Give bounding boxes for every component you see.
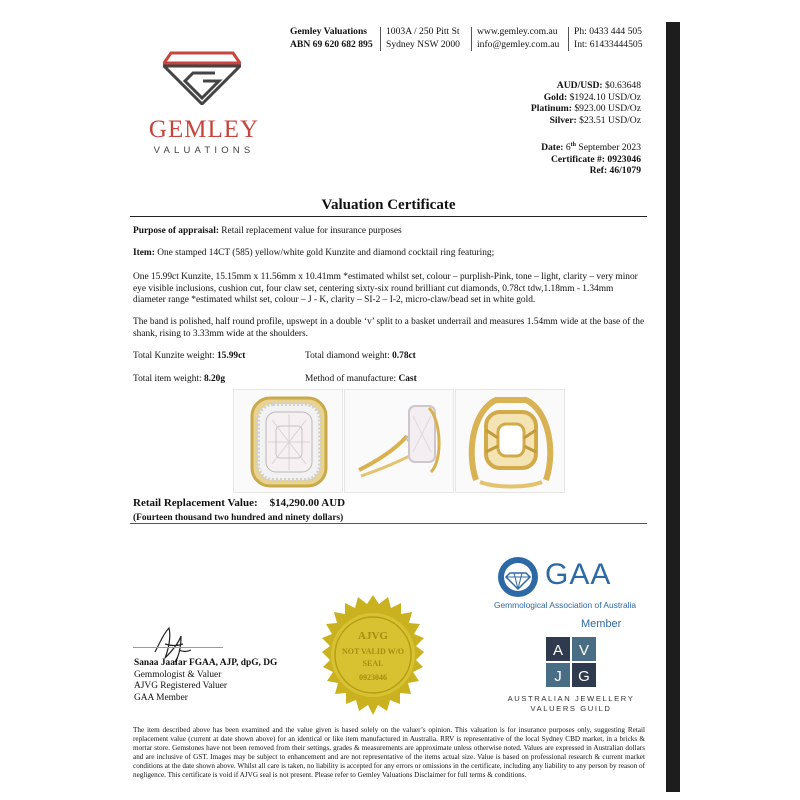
seal-text: SEAL: [362, 659, 384, 668]
ajvg-name-line-1: AUSTRALIAN JEWELLERY: [507, 694, 635, 703]
date-row: Date: 6th September 2023: [541, 142, 641, 154]
ajvg-letter: A: [552, 642, 564, 659]
header-divider: [568, 27, 569, 51]
value-in-words: (Fourteen thousand two hundred and ninety dollars): [133, 513, 344, 523]
intl-phone-number: Int: 61433444505: [574, 39, 643, 50]
seal-text: NOT VALID W/O: [341, 647, 405, 656]
signer-role: AJVG Registered Valuer: [134, 681, 228, 692]
rate-row: Silver: $23.51 USD/Oz: [549, 114, 641, 126]
signer-name: Sanaa Jaafar FGAA, AJP, dpG, DG: [134, 658, 278, 668]
gaa-member-label: Member: [581, 618, 622, 630]
logo-subtitle: VALUATIONS: [153, 145, 255, 156]
gem-g-icon: [163, 47, 241, 105]
phone-number: Ph: 0433 444 505: [574, 26, 642, 37]
ring-underside-view-photo: [455, 389, 565, 493]
item-weight: Total item weight: 8.20g: [133, 374, 226, 384]
ajvg-letter: J: [554, 668, 562, 685]
company-block: [290, 25, 376, 51]
ajvg-logo-icon: [546, 637, 596, 687]
diamond-weight: Total diamond weight: 0.78ct: [305, 351, 416, 361]
seal-text: AJVG: [358, 630, 388, 642]
rate-row: Platinum: $923.00 USD/Oz: [530, 103, 641, 115]
address-line-2: Sydney NSW 2000: [386, 39, 460, 50]
address-line-1: 1003A / 250 Pitt St: [386, 26, 460, 37]
ajvg-letter: V: [578, 642, 590, 659]
company-name: Gemley Valuations: [290, 26, 368, 37]
company-abn: ABN 69 620 682 895: [290, 39, 373, 50]
ajvg-name-line-2: VALUERS GUILD: [530, 704, 612, 713]
document-title: Valuation Certificate: [321, 197, 456, 213]
gaa-emblem-icon: [497, 556, 539, 598]
signer-role: GAA Member: [134, 692, 188, 703]
ajvg-letter: G: [578, 668, 590, 685]
signer-block: [134, 658, 277, 704]
seal-text: 0923046: [359, 673, 387, 682]
certificate-meta: [541, 140, 641, 177]
rate-row: Gold: $1924.10 USD/Oz: [543, 91, 641, 103]
manufacture-method: Method of manufacture: Cast: [305, 374, 417, 384]
website-link[interactable]: www.gemley.com.au: [477, 26, 558, 37]
gaa-acronym: GAA: [545, 558, 612, 591]
ref-row: Ref: 46/1079: [589, 165, 641, 177]
description-paragraph: One 15.99ct Kunzite, 15.15mm x 11.56mm x 10.41mm *estimated whilst set, colour – purplish-Pink, tone – light, clarity – very minor eye visible inclusions, cushion cut, four claw set, centering sixty-six round brilliant cut diamonds, 0.78ct tdw,1.18mm - 1.34mm diameter range *estimated whilst set, colour – J - K, clarity – SI-2 – I-2, micro-claw/bead set in white gold.: [133, 272, 638, 306]
address-block: [386, 25, 468, 51]
gaa-full-name: Gemmological Association of Australia: [494, 600, 636, 610]
signature-line: [133, 647, 223, 648]
page-edge-bar: [666, 22, 680, 792]
web-block: [477, 25, 563, 51]
certificate-number-row: Certificate #: 0923046: [550, 153, 641, 165]
header-divider: [380, 27, 381, 51]
purpose-paragraph: Purpose of appraisal: Retail replacement value for insurance purposes: [133, 226, 402, 236]
header-divider: [471, 27, 472, 51]
item-paragraph: Item: One stamped 14CT (585) yellow/white gold Kunzite and diamond cocktail ring featuring;: [133, 248, 495, 258]
logo-wordmark: GEMLEY: [148, 116, 260, 143]
section-divider: [130, 523, 647, 524]
ajvg-gold-seal: [312, 594, 434, 716]
kunzite-weight: Total Kunzite weight: 15.99ct: [133, 351, 246, 361]
disclaimer-text: The item described above has been examined and the value given is based solely on the valuer’s opinion. This valuation is for insurance purposes only, suggesting Retail replacement value (current at date shown above) for an identical or like item manufactured in Australia. RRV is representative of the local Sydney CBD market, in a bricks & mortar store. Gemstones have not been removed from their settings, grades & measurements are approximate unless otherwise noted. Values are expressed in Australian dollars and are inclusive of GST. Images may be subject to enhancement and are not representative of the items actual size. Value is based on professional research & current market conditions at the date shown above. Whilst all care is taken, no liability is accepted for any errors or omissions in the certificate, including any liability to any person by reason of negligence. This certificate is void if AJVG seal is not present. Please refer to Gemley Valuations Disclaimer for full terms & conditions.: [133, 726, 645, 779]
email-link[interactable]: info@gemley.com.au: [477, 39, 560, 50]
title-divider: [130, 216, 647, 217]
retail-replacement-value: Retail Replacement Value: $14,290.00 AUD: [133, 497, 346, 509]
band-paragraph: The band is polished, half round profile, upswept in a double ‘v’ split to a basket underrail and measures 1.54mm wide at the base of the shank, rising to 3.33mm wide at the shoulders.: [133, 317, 645, 339]
ring-top-view-photo: [233, 389, 343, 493]
phone-block: [574, 25, 654, 51]
ring-side-view-photo: [344, 389, 454, 493]
signer-role: Gemmologist & Valuer: [134, 669, 222, 680]
rates-block: [531, 80, 641, 126]
rate-row: AUD/USD: $0.63648: [556, 80, 641, 91]
